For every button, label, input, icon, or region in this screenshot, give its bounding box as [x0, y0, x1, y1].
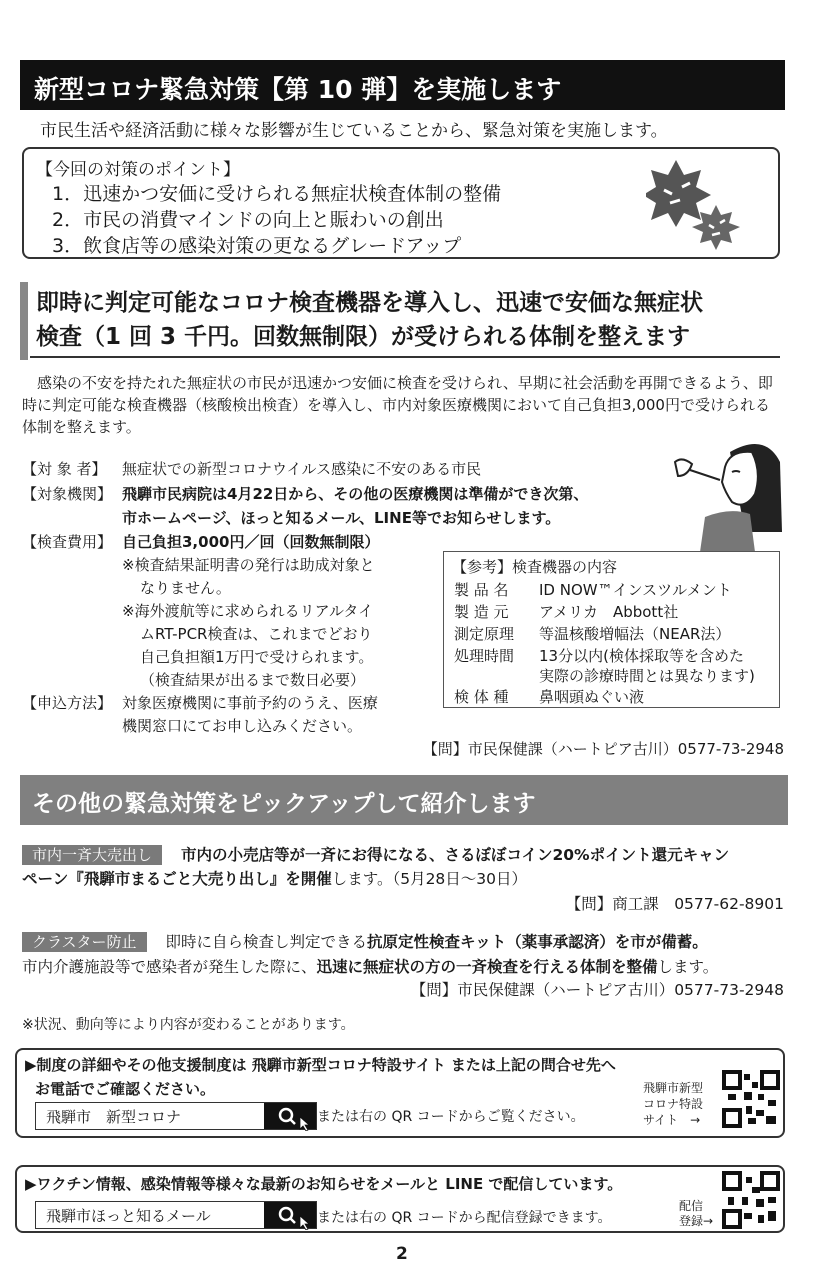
contact-text: 【問】商工課 0577-62-8901 [565, 895, 784, 913]
qr-code-icon[interactable] [722, 1171, 780, 1229]
item1-line [22, 843, 729, 865]
reference-key: 検 体 種 [454, 688, 509, 706]
info-box-text: ▶ワクチン情報、感染情報等様々な最新のお知らせをメールと LINE で配信しています。 [25, 1175, 623, 1193]
info-box-text: または右の QR コードから配信登録できます。 [317, 1210, 612, 1226]
note-text: なりません。 [140, 579, 231, 597]
page-number: 2 [396, 1244, 408, 1264]
qr-label-line: 登録→ [679, 1214, 714, 1228]
reference-value: ID NOW™インスツルメント [539, 581, 732, 599]
apply-label: 【申込方法】 [22, 694, 113, 712]
item2-line [22, 930, 708, 952]
reference-key: 製 造 元 [454, 603, 509, 621]
point-item: 1．迅速かつ安価に受けられる無症状検査体制の整備 [52, 183, 502, 205]
reference-value: 鼻咽頭ぬぐい液 [539, 688, 645, 706]
item2-text: します。 [657, 958, 719, 976]
reference-key: 処理時間 [454, 647, 515, 665]
section1-title-line: 検査（1 回 3 千円。回数無制限）が受けられる体制を整えます [36, 324, 691, 350]
tag-cluster: クラスター防止 [22, 932, 147, 952]
cost-label: 【検査費用】 [22, 533, 113, 551]
search-input[interactable]: 飛騨市ほっと知るメール [46, 1207, 211, 1225]
info-box-text: または右の QR コードからご覧ください。 [317, 1109, 585, 1125]
section1-title [36, 286, 703, 354]
section1-divider [30, 356, 780, 358]
contact-text: 【問】市民保健課（ハートピア古川）0577-73-2948 [422, 740, 784, 758]
section2-title: その他の緊急対策をピックアップして紹介します [20, 775, 788, 825]
apply-value: 機関窓口にてお申し込みください。 [122, 717, 363, 735]
info-box-text: ▶制度の詳細やその他支援制度は 飛騨市新型コロナ特設サイト または上記の問合せ先へ [25, 1056, 616, 1074]
info-box-mail [15, 1165, 785, 1233]
search-button[interactable] [264, 1103, 316, 1129]
item2-text: 即時に自ら検査し判定できる [165, 933, 368, 951]
disclaimer: ※状況、動向等により内容が変わることがあります。 [22, 1017, 355, 1033]
reference-value: 等温核酸増幅法（NEAR法） [539, 625, 731, 643]
note-text: ※検査結果証明書の発行は助成対象と [122, 556, 375, 574]
point-item: 3．飲食店等の感染対策の更なるグレードアップ [52, 235, 462, 257]
info-box-site [15, 1048, 785, 1138]
org-label: 【対象機関】 [22, 485, 113, 503]
qr-code-icon[interactable] [722, 1070, 780, 1128]
nasal-swab-person-icon [670, 432, 785, 552]
item2-text-bold: 迅速に無症状の方の一斉検査を行える体制を整備 [316, 958, 658, 976]
reference-value: 実際の診療時間とは異なります) [539, 667, 755, 685]
points-box [22, 147, 780, 259]
item2-text: 市内介護施設等で感染者が発生した際に、 [22, 958, 317, 976]
qr-label [643, 1080, 703, 1128]
qr-label-line: 飛騨市新型 [643, 1081, 704, 1095]
target-label: 【対 象 者】 [22, 460, 107, 478]
virus-icon [646, 155, 746, 250]
note-text: ムRT-PCR検査は、これまでどおり [140, 625, 373, 643]
point-item: 2．市民の消費マインドの向上と賑わいの創出 [52, 209, 444, 231]
note-text: ※海外渡航等に求められるリアルタイ [122, 602, 374, 620]
tag-sale: 市内一斉大売出し [22, 845, 162, 865]
info-box-text: お電話でご確認ください。 [35, 1080, 216, 1098]
qr-label-line: サイト → [643, 1113, 701, 1127]
item1-text: します。（5月28日～30日） [331, 870, 528, 888]
search-box[interactable] [35, 1201, 317, 1229]
search-input[interactable]: 飛騨市 新型コロナ [46, 1108, 182, 1126]
cost-value: 自己負担3,000円／回（回数無制限） [122, 533, 380, 551]
org-value: 市ホームページ、ほっと知るメール、LINE等でお知らせします。 [122, 509, 561, 527]
qr-label-line: 配信 [679, 1199, 704, 1213]
qr-label [679, 1199, 713, 1229]
contact-text: 【問】市民保健課（ハートピア古川）0577-73-2948 [410, 981, 784, 999]
item1-line [22, 867, 527, 889]
note-text: （検査結果が出るまで数日必要） [140, 671, 366, 689]
reference-value: アメリカ Abbott社 [539, 603, 679, 621]
target-value: 無症状での新型コロナウイルス感染に不安のある市民 [122, 460, 482, 478]
section-accent-bar [20, 282, 28, 360]
org-value: 飛騨市民病院は4月22日から、その他の医療機関は準備ができ次第、 [122, 485, 589, 503]
reference-box [443, 551, 780, 708]
section1-title-line: 即時に判定可能なコロナ検査機器を導入し、迅速で安価な無症状 [36, 290, 703, 316]
reference-title: 【参考】検査機器の内容 [452, 558, 618, 576]
search-icon [264, 1103, 316, 1131]
note-text: 自己負担額1万円で受けられます。 [140, 648, 374, 666]
page-title: 新型コロナ緊急対策【第 10 弾】を実施します [20, 60, 785, 110]
item1-text: 市内の小売店等が一斉にお得になる、さるぼぼコイン20%ポイント還元キャン [180, 846, 730, 864]
reference-value: 13分以内(検体採取等を含めた [539, 647, 744, 665]
item2-line [22, 955, 718, 977]
search-box[interactable] [35, 1102, 317, 1130]
lead-text: 市民生活や経済活動に様々な影響が生じていることから、緊急対策を実施します。 [40, 121, 668, 141]
qr-label-line: コロナ特設 [643, 1097, 704, 1111]
reference-key: 測定原理 [454, 625, 515, 643]
apply-value: 対象医療機関に事前予約のうえ、医療 [122, 694, 378, 712]
search-button[interactable] [264, 1202, 316, 1228]
search-icon [264, 1202, 316, 1230]
item1-text-bold: ペーン『飛騨市まるごと大売り出し』を開催 [22, 870, 332, 888]
reference-key: 製 品 名 [454, 581, 509, 599]
section1-body: 感染の不安を持たれた無症状の市民が迅速かつ安価に検査を受けられ、早期に社会活動を再開できるよう、即時に判定可能な検査機器（核酸検出検査）を導入し、市内対象医療機関において自己負担3,000円で受けられる体制を整えます。 [22, 374, 773, 436]
points-title: 【今回の対策のポイント】 [36, 160, 240, 180]
item2-text-bold: 抗原定性検査キット（薬事承認済）を市が備蓄。 [367, 933, 708, 951]
